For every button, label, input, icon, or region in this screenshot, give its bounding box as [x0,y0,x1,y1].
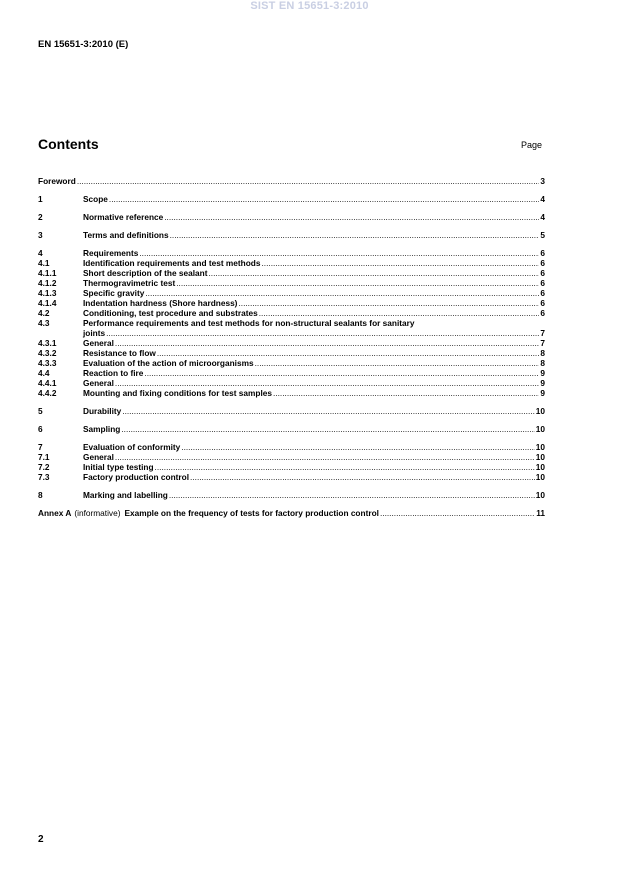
dot-leader [122,406,535,416]
toc-entry-requirements[interactable] [38,248,545,258]
dot-leader [164,212,539,222]
toc-entry-title: Specific gravity [83,288,145,298]
toc-entry-page: 6 [540,278,545,288]
toc-entry-number: 4.3.1 [38,338,57,348]
toc-entry-page: 10 [535,406,545,416]
watermark: SIST EN 15651-3:2010 [250,0,369,12]
toc-entry-number: 4.1 [38,258,50,268]
toc-entry-normative-reference[interactable] [38,212,545,222]
toc-entry-page: 9 [540,388,545,398]
toc-entry-resistance-to-flow[interactable] [38,348,545,358]
toc-entry-performance-requirements[interactable] [38,318,545,328]
dot-leader [238,298,539,308]
toc-entry-title: Performance requirements and test methods for non-structural sealants for sanitary [83,318,415,328]
toc-entry-title: Initial type testing [83,462,154,472]
toc-entry-page: 3 [540,176,545,186]
toc-entry-page: 10 [535,442,545,452]
toc-entry-page: 10 [535,472,545,482]
toc-entry-page: 10 [535,424,545,434]
toc-entry-thermogravimetric[interactable] [38,278,545,288]
toc-entry-page: 6 [540,268,545,278]
toc-entry-title: Requirements [83,248,139,258]
toc-entry-specific-gravity[interactable] [38,288,545,298]
dot-leader [208,268,539,278]
dot-leader [115,378,539,388]
dot-leader [115,452,535,462]
toc-entry-page: 10 [535,452,545,462]
toc-entry-title-continued: joints [83,328,106,338]
page-column-label: Page [521,140,543,150]
toc-entry-title: Marking and labelling [83,490,168,500]
toc-entry-title: General [83,338,114,348]
toc-entry-title: Short description of the sealant [83,268,208,278]
dot-leader [259,308,540,318]
toc-entry-short-description[interactable] [38,268,545,278]
toc-entry-page: 6 [540,258,545,268]
toc-entry-page: 6 [540,248,545,258]
toc-entry-page: 8 [540,348,545,358]
toc-entry-mounting[interactable] [38,388,545,398]
toc-entry-title: Reaction to fire [83,368,144,378]
toc-entry-title: General [83,378,114,388]
dot-leader [170,230,540,240]
toc-entry-number: 7.3 [38,472,50,482]
dot-leader [190,472,535,482]
dot-leader [380,508,535,518]
toc-entry-number: 6 [38,424,43,434]
dot-leader [121,424,534,434]
toc-entry-number: 4.3.3 [38,358,57,368]
toc-entry-title: Resistance to flow [83,348,156,358]
toc-entry-page: 6 [540,288,545,298]
toc-entry-number: 4.4 [38,368,50,378]
toc-entry-page: 7 [540,338,545,348]
toc-entry-performance-requirements-cont[interactable] [38,328,545,338]
toc-entry-general[interactable] [38,338,545,348]
toc-entry-number: 4 [38,248,43,258]
toc-entry-number: 2 [38,212,43,222]
toc-entry-page: 10 [535,462,545,472]
dot-leader [115,338,539,348]
toc-entry-number: 4.1.3 [38,288,57,298]
page-title: Contents [38,136,99,152]
toc-entry-annex-a[interactable] [38,508,545,518]
toc-entry-number: 3 [38,230,43,240]
toc-entry-title: Foreword [38,176,76,186]
dot-leader [77,176,540,186]
toc-entry-conditioning[interactable] [38,308,545,318]
page-number: 2 [38,834,44,845]
dot-leader [255,358,540,368]
toc-entry-identification[interactable] [38,258,545,268]
toc-entry-page: 9 [540,368,545,378]
toc-entry-title: Conditioning, test procedure and substrates [83,308,258,318]
toc-entry-title: Factory production control [83,472,190,482]
toc-entry-evaluation-of-conformity[interactable] [38,442,545,452]
dot-leader [157,348,540,358]
document-id: EN 15651-3:2010 (E) [38,39,129,50]
dot-leader [144,368,539,378]
toc-entry-title: Thermogravimetric test [83,278,176,288]
dot-leader [155,462,535,472]
toc-entry-page: 4 [540,212,545,222]
toc-entry-number: 5 [38,406,43,416]
toc-entry-number: 7 [38,442,43,452]
toc-entry-annex-prefix: Annex A [38,508,72,518]
toc-entry-page: 6 [540,308,545,318]
toc-entry-title: Evaluation of conformity [83,442,181,452]
toc-entry-factory-production-control[interactable] [38,472,545,482]
toc-entry-annex-note: (informative) [74,508,121,518]
toc-entry-page: 5 [540,230,545,240]
toc-entry-page: 8 [540,358,545,368]
dot-leader [262,258,540,268]
toc-entry-number: 4.2 [38,308,50,318]
toc-entry-page: 4 [540,194,545,204]
toc-entry-title: General [83,452,114,462]
toc-entry-number: 4.4.1 [38,378,57,388]
toc-entry-number: 4.1.1 [38,268,57,278]
toc-entry-number: 7.2 [38,462,50,472]
dot-leader [139,248,539,258]
toc-entry-number: 4.4.2 [38,388,57,398]
dot-leader [145,288,539,298]
toc-entry-page: 6 [540,298,545,308]
toc-entry-number: 8 [38,490,43,500]
toc-entry-title: Identification requirements and test methods [83,258,261,268]
toc-entry-number: 4.1.4 [38,298,57,308]
toc-entry-title: Durability [83,406,122,416]
toc-entry-title: Terms and definitions [83,230,169,240]
table-of-contents [38,176,545,518]
toc-entry-scope[interactable] [38,194,545,204]
toc-entry-title: Scope [83,194,108,204]
dot-leader [109,194,539,204]
toc-entry-number: 4.1.2 [38,278,57,288]
toc-entry-title: Sampling [83,424,121,434]
toc-entry-title: Evaluation of the action of microorganisms [83,358,254,368]
toc-entry-page: 11 [536,508,545,518]
toc-entry-indentation-hardness[interactable] [38,298,545,308]
toc-entry-number: 4.3 [38,318,50,328]
toc-entry-microorganisms[interactable] [38,358,545,368]
toc-entry-durability[interactable] [38,406,545,416]
dot-leader [106,328,539,338]
toc-entry-terms[interactable] [38,230,545,240]
toc-entry-page: 9 [540,378,545,388]
toc-entry-sampling[interactable] [38,424,545,434]
toc-entry-title: Indentation hardness (Shore hardness) [83,298,238,308]
toc-entry-page: 10 [535,490,545,500]
dot-leader [176,278,539,288]
toc-entry-page: 7 [540,328,545,338]
toc-entry-general-conformity[interactable] [38,452,545,462]
toc-entry-number: 7.1 [38,452,50,462]
toc-entry-title: Mounting and fixing conditions for test samples [83,388,272,398]
toc-entry-title: Normative reference [83,212,164,222]
toc-entry-marking[interactable] [38,490,545,500]
toc-entry-number: 4.3.2 [38,348,57,358]
toc-entry-foreword[interactable] [38,176,545,186]
toc-entry-reaction-to-fire[interactable] [38,368,545,378]
toc-entry-initial-type-testing[interactable] [38,462,545,472]
dot-leader [169,490,535,500]
toc-entry-title: Example on the frequency of tests for factory production control [124,508,379,518]
dot-leader [181,442,535,452]
toc-entry-number: 1 [38,194,43,204]
toc-entry-general-fire[interactable] [38,378,545,388]
dot-leader [273,388,539,398]
